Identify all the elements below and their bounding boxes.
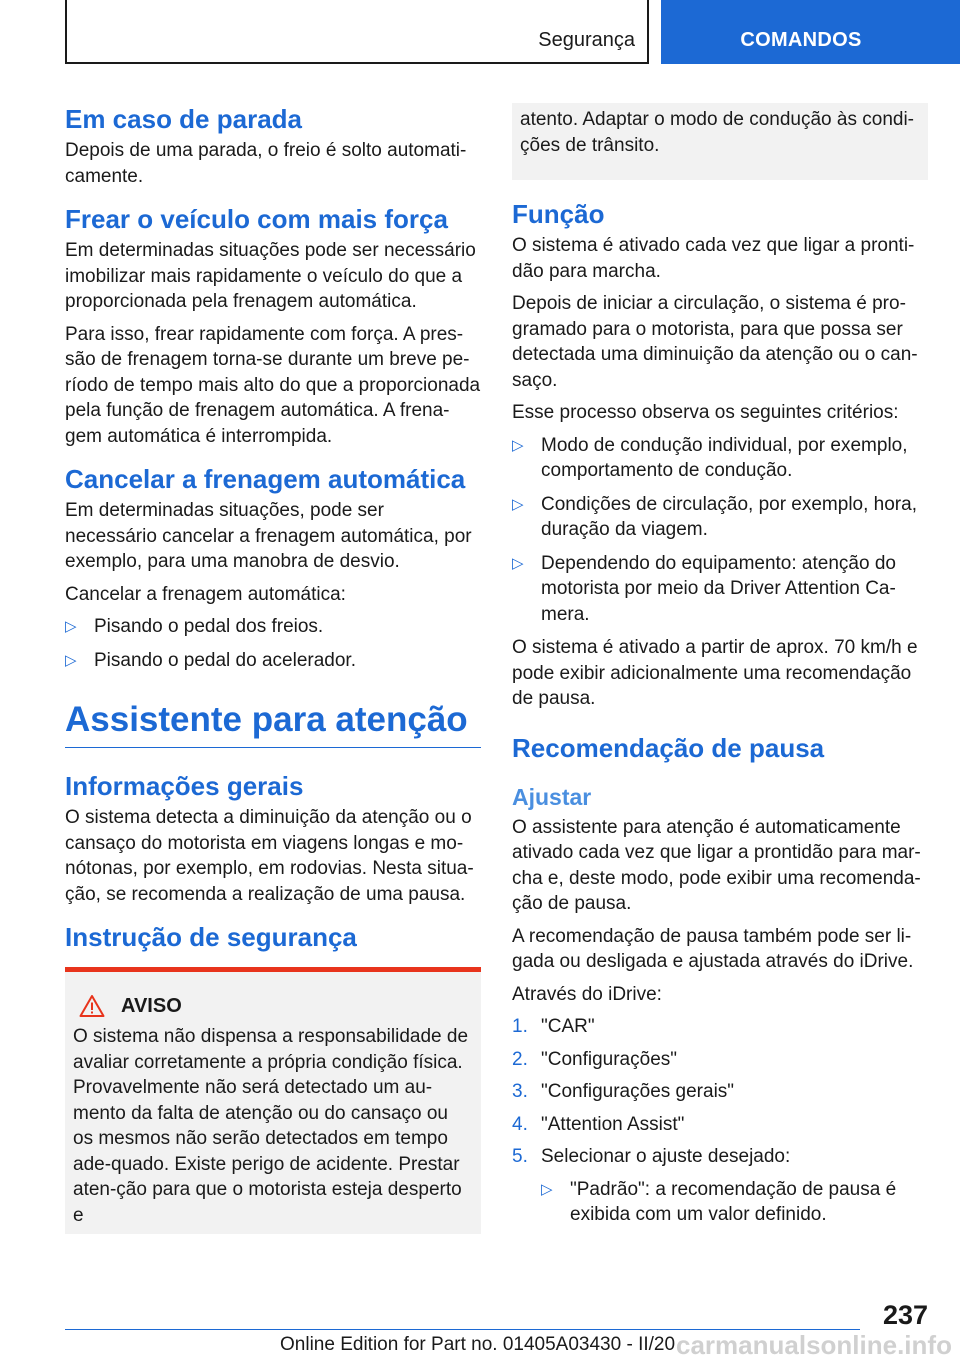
triangle-right-icon: ▷ (512, 436, 524, 454)
paragraph: O sistema detecta a diminuição da atenção ou o cansaço do motorista em viagens longas e mo-nótonas, por exemplo, em rodovias. Nesta situa-ção, se recomenda a realização de uma pausa. (65, 807, 474, 905)
triangle-right-icon: ▷ (541, 1180, 553, 1198)
list-item-text: Modo de condução individual, por exemplo, comportamento de condução. (541, 434, 908, 481)
heading-informacoes-gerais: Informações gerais (65, 771, 304, 801)
paragraph: Esse processo observa os seguintes critérios: (512, 402, 899, 423)
list-item-text: Pisando o pedal do acelerador. (94, 649, 356, 671)
warning-header (71, 994, 475, 1018)
heading-em-caso-de-parada: Em caso de parada (65, 104, 302, 134)
step-item (512, 1047, 928, 1073)
chapter-heading-assistente: Assistente para atenção (65, 697, 481, 748)
header-chapter-tab (661, 0, 960, 64)
section-title: Segurança (538, 29, 635, 51)
heading-funcao: Função (512, 199, 605, 229)
paragraph: Em determinadas situações pode ser necessário imobilizar mais rapidamente o veículo do que a proporcionada pela frenagem automática. (65, 240, 476, 312)
paragraph: Para isso, frear rapidamente com força. A pres-são de frenagem torna-se durante um breve pe-ríodo de tempo mais alto do que a proporcionada pela função de frenagem automática. A frena-gem automática é interrompida. (65, 323, 481, 447)
step-item (512, 1112, 928, 1138)
heading-cancelar-frenagem: Cancelar a frenagem automática (65, 464, 466, 494)
warning-box (65, 967, 481, 1234)
footer-edition: Online Edition for Part no. 01405A03430 - II/20 (280, 1334, 676, 1355)
list-item (512, 551, 928, 628)
step-text: "Configurações" (541, 1048, 678, 1070)
list-item (65, 648, 481, 674)
list-item (65, 614, 481, 640)
step-text: "CAR" (541, 1016, 595, 1037)
list-item-text: Dependendo do equipamento: atenção do motorista por meio da Driver Attention Ca-mera. (541, 552, 896, 625)
right-column (512, 103, 928, 1236)
step-item (512, 1014, 928, 1040)
list-item (512, 433, 928, 484)
list-item-text: "Padrão": a recomendação de pausa é exibida com um valor definido. (570, 1178, 897, 1225)
warning-box-continued (512, 103, 928, 180)
paragraph: A recomendação de pausa também pode ser li-gada ou desligada e ajustada através do iDrive. (512, 925, 914, 972)
list-item-text: Pisando o pedal dos freios. (94, 616, 324, 637)
heading-frear-veiculo: Frear o veículo com mais força (65, 204, 448, 234)
warning-triangle-icon (79, 994, 105, 1018)
watermark-logo: carmanualsonline.info (676, 1330, 952, 1360)
step-number: 5. (512, 1146, 528, 1167)
paragraph: O sistema é ativado cada vez que ligar a pronti-dão para marcha. (512, 235, 915, 282)
list-item (512, 492, 928, 543)
header-section-tab (65, 0, 649, 64)
chapter-title: COMANDOS (740, 29, 862, 51)
step-text: "Attention Assist" (541, 1113, 685, 1135)
sub-list-item (541, 1177, 928, 1228)
list-item-text: Condições de circulação, por exemplo, hora, duração da viagem. (541, 493, 917, 540)
heading-recomendacao-pausa: Recomendação de pausa (512, 732, 825, 763)
paragraph: Cancelar a frenagem automática: (65, 583, 346, 605)
paragraph: Através do iDrive: (512, 983, 662, 1005)
warning-title: AVISO (121, 994, 182, 1017)
paragraph: Depois de iniciar a circulação, o sistema é pro-gramado para o motorista, para que possa ser detectada uma diminuição da atenção ou o can-saço. (512, 293, 918, 391)
step-number: 1. (512, 1016, 528, 1037)
triangle-right-icon: ▷ (512, 495, 524, 513)
paragraph: O sistema é ativado a partir de aprox. 70 km/h e pode exibir adicionalmente uma recomendação de pausa. (512, 637, 918, 709)
paragraph: Em determinadas situações, pode ser necessário cancelar a frenagem automática, por exemplo, para uma manobra de desvio. (65, 500, 472, 572)
step-text: "Configurações gerais" (541, 1081, 735, 1102)
step-number: 4. (512, 1113, 528, 1135)
step-text: Selecionar o ajuste desejado: (541, 1146, 791, 1167)
step-number: 2. (512, 1048, 528, 1070)
step-item (512, 1079, 928, 1105)
warning-text: O sistema não dispensa a responsabilidade de avaliar corretamente a própria condição física. Provavelmente não será detectado um au-mento da falta de atenção ou do cansaço ou os mesmos não serão detectados em tempo ade-quado. Existe perigo de acidente. Prestar aten-ção para que o motorista esteja desperto e (73, 1026, 469, 1226)
triangle-right-icon: ▷ (65, 651, 77, 669)
left-column (65, 103, 481, 1234)
triangle-right-icon: ▷ (65, 618, 77, 635)
heading-instrucao-seguranca: Instrução de segurança (65, 922, 357, 952)
paragraph: Depois de uma parada, o freio é solto automati-camente. (65, 140, 467, 187)
warning-text: atento. Adaptar o modo de condução às condi-ções de trânsito. (520, 109, 914, 156)
step-number: 3. (512, 1081, 528, 1102)
step-item (512, 1144, 928, 1170)
paragraph: O assistente para atenção é automaticamente ativado cada vez que ligar a prontidão para mar-cha e, deste modo, pode exibir uma recomenda-ção de pausa. (512, 816, 921, 914)
heading-ajustar: Ajustar (512, 783, 592, 810)
triangle-right-icon: ▷ (512, 554, 524, 572)
page-number: 237 (882, 1300, 928, 1330)
